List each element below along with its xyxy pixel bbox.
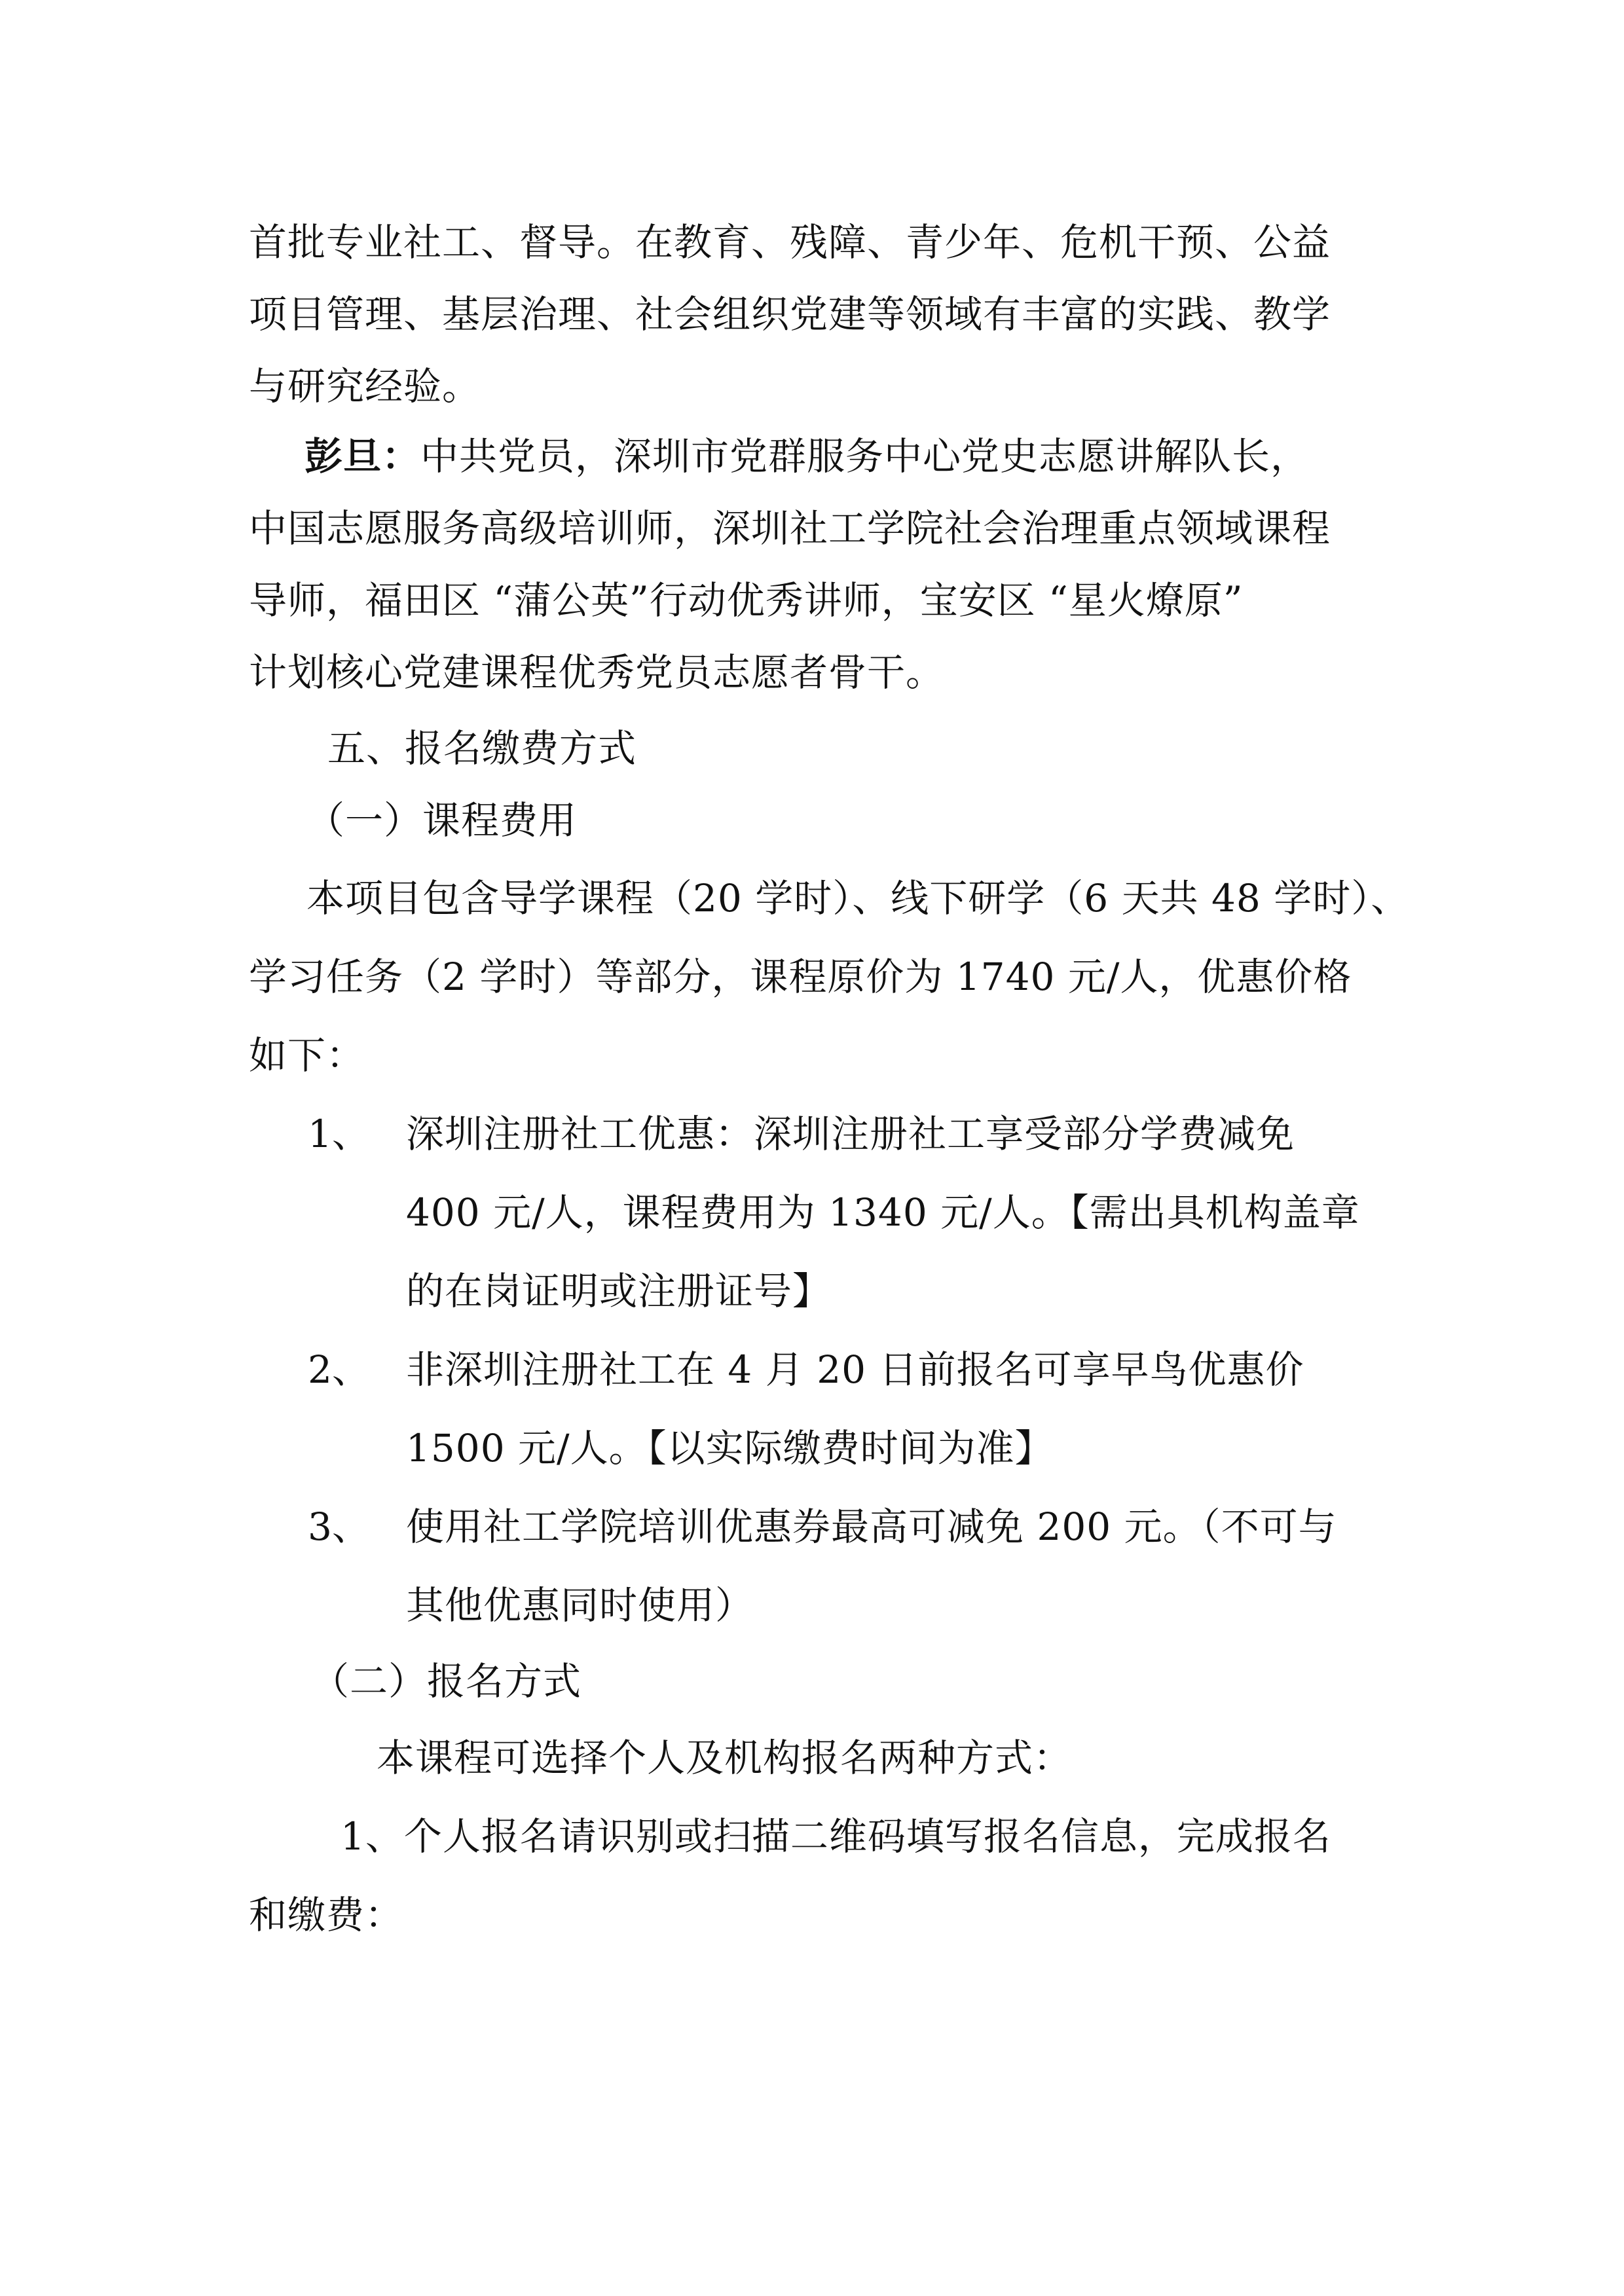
- paragraph-line: 导师，福田区 “蒲公英”行动优秀讲师，宝安区 “星火燎原”: [249, 578, 1244, 623]
- list-item-line: 深圳注册社工优惠：深圳注册社工享受部分学费减免: [406, 1112, 1295, 1156]
- list-number: 3、: [308, 1504, 370, 1549]
- list-number: 2、: [308, 1347, 370, 1392]
- paragraph-line: 项目管理、基层治理、社会组织党建等领域有丰富的实践、教学: [249, 292, 1331, 337]
- list-item-line: 的在岗证明或注册证号】: [406, 1269, 832, 1313]
- paragraph-line: 学习任务（2 学时）等部分，课程原价为 1740 元/人，优惠价格: [249, 955, 1352, 999]
- paragraph-line: 与研究经验。: [249, 364, 481, 409]
- subsection-heading: （二）报名方式: [311, 1659, 582, 1704]
- paragraph-line: 中国志愿服务高级培训师，深圳社工学院社会治理重点领域课程: [249, 506, 1331, 551]
- paragraph-line: 本项目包含导学课程（20 学时）、线下研学（6 天共 48 学时）、: [306, 876, 1410, 920]
- person-name: 彭旦：: [304, 434, 421, 479]
- list-item-line: 1500 元/人。【以实际缴费时间为准】: [406, 1426, 1054, 1470]
- list-item-line: 400 元/人，课程费用为 1340 元/人。【需出具机构盖章: [406, 1190, 1360, 1235]
- paragraph-line: 首批专业社工、督导。在教育、残障、青少年、危机干预、公益: [249, 220, 1331, 264]
- paragraph-line: 本课程可选择个人及机构报名两种方式：: [377, 1736, 1073, 1780]
- list-item-line: 其他优惠同时使用）: [406, 1583, 754, 1628]
- list-item-line: 非深圳注册社工在 4 月 20 日前报名可享早鸟优惠价: [406, 1347, 1304, 1392]
- subsection-heading: （一）课程费用: [306, 798, 578, 843]
- paragraph-line: 和缴费：: [249, 1893, 404, 1937]
- section-heading: 五、报名缴费方式: [327, 726, 637, 771]
- list-item-line: 使用社工学院培训优惠券最高可减免 200 元。（不可与: [406, 1504, 1337, 1549]
- paragraph-line: 如下：: [249, 1033, 365, 1078]
- paragraph-line: 1、个人报名请识别或扫描二维码填写报名信息，完成报名: [341, 1814, 1331, 1859]
- list-number: 1、: [308, 1112, 370, 1156]
- paragraph-line: [304, 433, 1309, 479]
- paragraph-line: 计划核心党建课程优秀党员志愿者骨干。: [249, 650, 945, 695]
- person-bio: 中共党员，深圳市党群服务中心党史志愿讲解队长，: [420, 434, 1310, 479]
